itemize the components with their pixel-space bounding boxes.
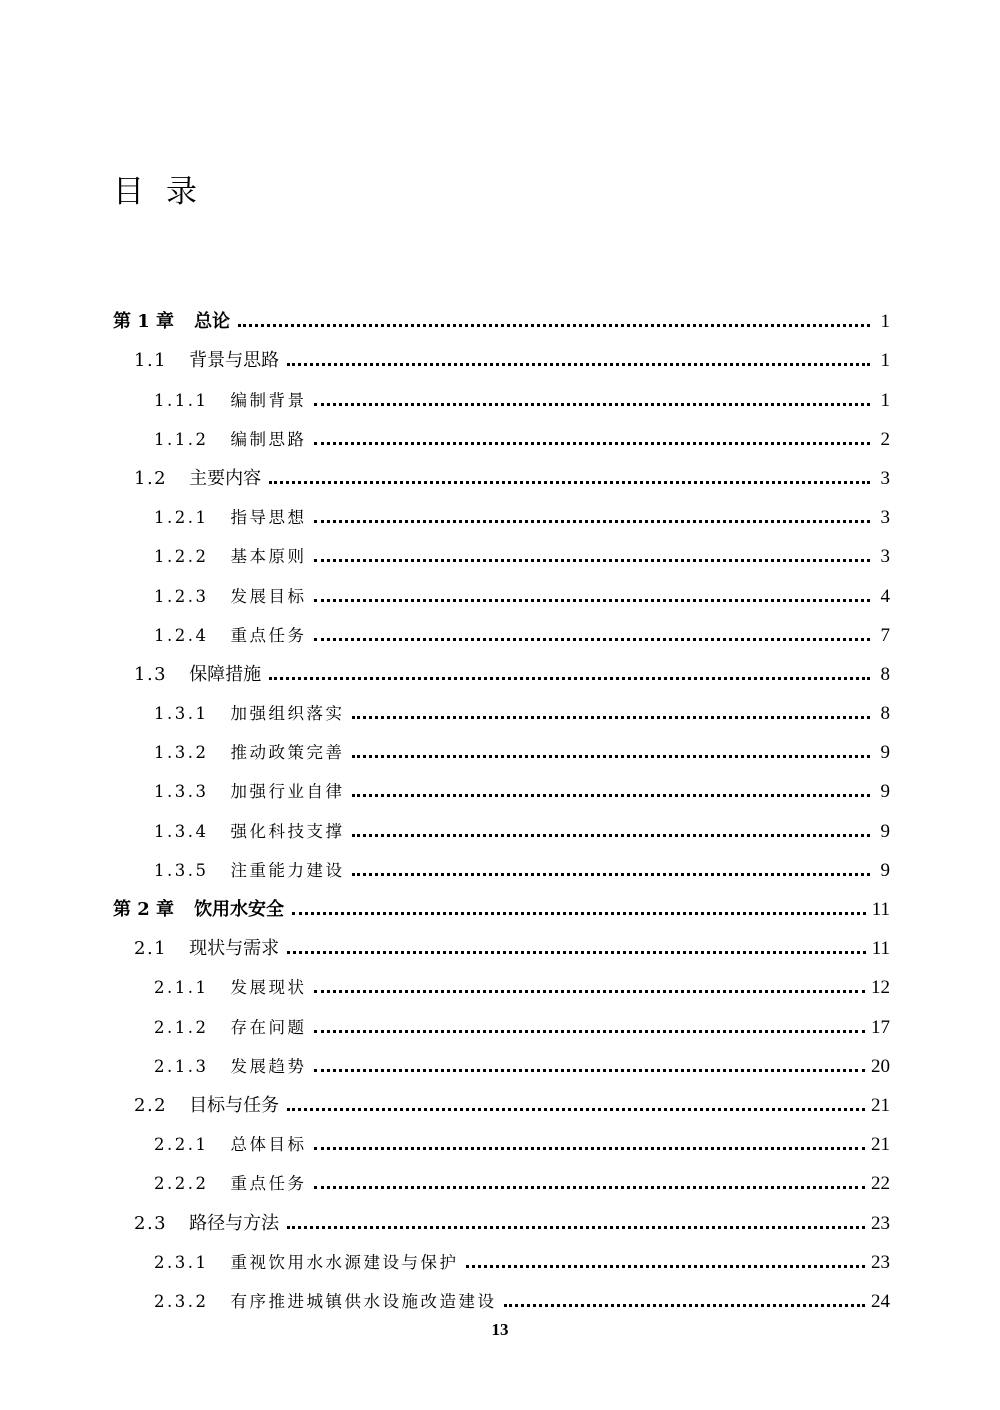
- toc-entry[interactable]: [0, 294, 1000, 333]
- toc-entry-label: 有序推进城镇供水设施改造建设: [230, 1291, 497, 1311]
- toc-entry-page: 24: [871, 1290, 890, 1312]
- toc-entry[interactable]: [0, 372, 1000, 411]
- toc-entry-number: 1.2: [134, 467, 168, 489]
- dot-leader: [314, 559, 870, 562]
- toc-entry[interactable]: [0, 490, 1000, 529]
- page-title-char-2: 录: [166, 174, 219, 210]
- toc-entry-page: 20: [871, 1055, 890, 1077]
- toc-entry[interactable]: [0, 451, 1000, 490]
- toc-entry[interactable]: [0, 960, 1000, 999]
- toc-entry-label: 强化科技支撑: [230, 821, 345, 841]
- toc-entry-label: 饮用水安全: [194, 899, 285, 920]
- toc-entry-number: 1.3.1: [154, 704, 209, 724]
- toc-entry-page: 9: [880, 781, 890, 803]
- dot-leader: [292, 912, 866, 915]
- toc-entry[interactable]: [0, 725, 1000, 764]
- toc-entry-number: 2.3.1: [154, 1252, 209, 1272]
- dot-leader: [352, 716, 870, 719]
- toc-entry-number: 2.3: [134, 1212, 168, 1234]
- toc-entry-label: 重点任务: [230, 1174, 307, 1194]
- toc-entry[interactable]: [0, 999, 1000, 1038]
- dot-leader: [352, 834, 870, 837]
- toc-entry-page: 21: [871, 1094, 890, 1116]
- toc-entry-page: 11: [871, 938, 890, 960]
- toc-entry-page: 1: [880, 311, 890, 333]
- toc-entry-page: 1: [880, 389, 890, 411]
- dot-leader: [287, 1108, 865, 1111]
- toc-entry-label: 背景与思路: [189, 350, 280, 372]
- toc-entry-number: 1.3: [134, 663, 168, 685]
- toc-entry-page: 4: [880, 585, 890, 607]
- toc-entry-page: 23: [871, 1212, 890, 1234]
- dot-leader: [314, 442, 870, 445]
- toc-entry-number: 1.1.2: [154, 429, 209, 449]
- toc-entry[interactable]: [0, 647, 1000, 686]
- toc-entry-label: 保障措施: [189, 663, 262, 685]
- toc-entry-number: 1.2.1: [154, 508, 209, 528]
- table-of-contents: [0, 294, 1000, 1313]
- toc-entry-number: 1.1.1: [154, 390, 209, 410]
- toc-entry[interactable]: [0, 529, 1000, 568]
- toc-entry-label: 编制思路: [230, 429, 307, 449]
- dot-leader: [314, 990, 865, 993]
- toc-entry-label: 发展目标: [230, 586, 307, 606]
- toc-entry-page: 3: [880, 546, 890, 568]
- toc-entry-number: 1.3.2: [154, 743, 209, 763]
- toc-entry[interactable]: [0, 1274, 1000, 1313]
- page-title: [113, 172, 219, 212]
- dot-leader: [352, 794, 870, 797]
- toc-entry-label: 编制背景: [230, 390, 307, 410]
- toc-entry-number: 1.3.3: [154, 782, 209, 802]
- toc-entry-number: 2.1.2: [154, 1017, 209, 1037]
- toc-entry-label: 现状与需求: [189, 938, 280, 960]
- toc-entry-page: 21: [871, 1134, 890, 1156]
- dot-leader: [287, 1226, 865, 1229]
- toc-entry-page: 3: [880, 507, 890, 529]
- dot-leader: [352, 873, 870, 876]
- toc-entry-number: 2.3.2: [154, 1291, 209, 1311]
- toc-entry[interactable]: [0, 1195, 1000, 1234]
- dot-leader: [314, 1147, 865, 1150]
- toc-entry-page: 8: [880, 663, 890, 685]
- toc-entry-label: 加强组织落实: [230, 704, 345, 724]
- dot-leader: [287, 951, 866, 954]
- toc-entry-number: 1.2.4: [154, 625, 209, 645]
- toc-entry-number: 第 2 章: [113, 899, 175, 920]
- dot-leader: [314, 1030, 865, 1033]
- toc-entry-label: 路径与方法: [189, 1212, 280, 1234]
- dot-leader: [504, 1304, 865, 1307]
- toc-entry-page: 8: [880, 703, 890, 725]
- toc-entry-label: 推动政策完善: [230, 743, 345, 763]
- toc-entry-number: 1.2.3: [154, 586, 209, 606]
- toc-entry[interactable]: [0, 412, 1000, 451]
- dot-leader: [466, 1265, 865, 1268]
- toc-entry-number: 1.1: [134, 350, 168, 372]
- toc-entry[interactable]: [0, 921, 1000, 960]
- dot-leader: [238, 324, 870, 327]
- toc-entry-number: 第 1 章: [113, 311, 175, 333]
- toc-entry-label: 存在问题: [230, 1017, 307, 1037]
- toc-entry-page: 9: [880, 820, 890, 842]
- toc-entry[interactable]: [0, 1039, 1000, 1078]
- toc-entry-page: 12: [871, 977, 890, 999]
- dot-leader: [269, 677, 870, 680]
- toc-entry-page: 3: [880, 467, 890, 489]
- dot-leader: [314, 1069, 865, 1072]
- toc-entry-label: 重点任务: [230, 625, 307, 645]
- toc-entry-number: 2.1.1: [154, 978, 209, 998]
- dot-leader: [314, 520, 870, 523]
- toc-entry-page: 7: [880, 624, 890, 646]
- toc-entry-number: 2.2.2: [154, 1174, 209, 1194]
- toc-entry-number: 1.3.5: [154, 860, 209, 880]
- toc-entry-page: 2: [880, 428, 890, 450]
- toc-entry-page: 9: [880, 859, 890, 881]
- dot-leader: [287, 363, 870, 366]
- toc-entry-number: 1.3.4: [154, 821, 209, 841]
- toc-entry-number: 1.2.2: [154, 547, 209, 567]
- toc-entry-label: 指导思想: [230, 508, 307, 528]
- dot-leader: [314, 638, 870, 641]
- toc-entry-label: 加强行业自律: [230, 782, 345, 802]
- toc-entry-number: 2.2: [134, 1094, 168, 1116]
- toc-entry[interactable]: [0, 882, 1000, 921]
- toc-entry-number: 2.1: [134, 938, 168, 960]
- toc-entry-label: 发展现状: [230, 978, 307, 998]
- toc-entry[interactable]: [0, 1156, 1000, 1195]
- toc-entry[interactable]: [0, 1117, 1000, 1156]
- toc-entry-label: 总论: [194, 311, 231, 333]
- dot-leader: [314, 599, 870, 602]
- toc-entry-label: 注重能力建设: [230, 860, 345, 880]
- toc-entry-page: 22: [871, 1173, 890, 1195]
- toc-entry-page: 9: [880, 742, 890, 764]
- toc-entry-page: 11: [871, 899, 890, 920]
- toc-entry[interactable]: [0, 568, 1000, 607]
- page-number-footer: 13: [491, 1320, 509, 1339]
- toc-entry-label: 目标与任务: [189, 1094, 280, 1116]
- toc-entry[interactable]: [0, 803, 1000, 842]
- page-title-char-1: 目: [113, 174, 166, 210]
- toc-entry[interactable]: [0, 843, 1000, 882]
- toc-entry-number: 2.1.3: [154, 1056, 209, 1076]
- toc-entry-page: 17: [871, 1016, 890, 1038]
- toc-entry-label: 主要内容: [189, 467, 262, 489]
- toc-entry-page: 1: [880, 350, 890, 372]
- toc-entry-label: 发展趋势: [230, 1056, 307, 1076]
- toc-entry-label: 基本原则: [230, 547, 307, 567]
- dot-leader: [314, 403, 870, 406]
- toc-entry-page: 23: [871, 1251, 890, 1273]
- toc-entry[interactable]: [0, 686, 1000, 725]
- toc-entry-label: 重视饮用水水源建设与保护: [230, 1252, 459, 1272]
- toc-entry[interactable]: [0, 764, 1000, 803]
- dot-leader: [269, 481, 870, 484]
- dot-leader: [352, 755, 870, 758]
- toc-entry[interactable]: [0, 333, 1000, 372]
- toc-entry[interactable]: [0, 1078, 1000, 1117]
- toc-entry[interactable]: [0, 608, 1000, 647]
- dot-leader: [314, 1186, 865, 1189]
- toc-entry-number: 2.2.1: [154, 1135, 209, 1155]
- toc-entry-label: 总体目标: [230, 1135, 307, 1155]
- toc-entry[interactable]: [0, 1235, 1000, 1274]
